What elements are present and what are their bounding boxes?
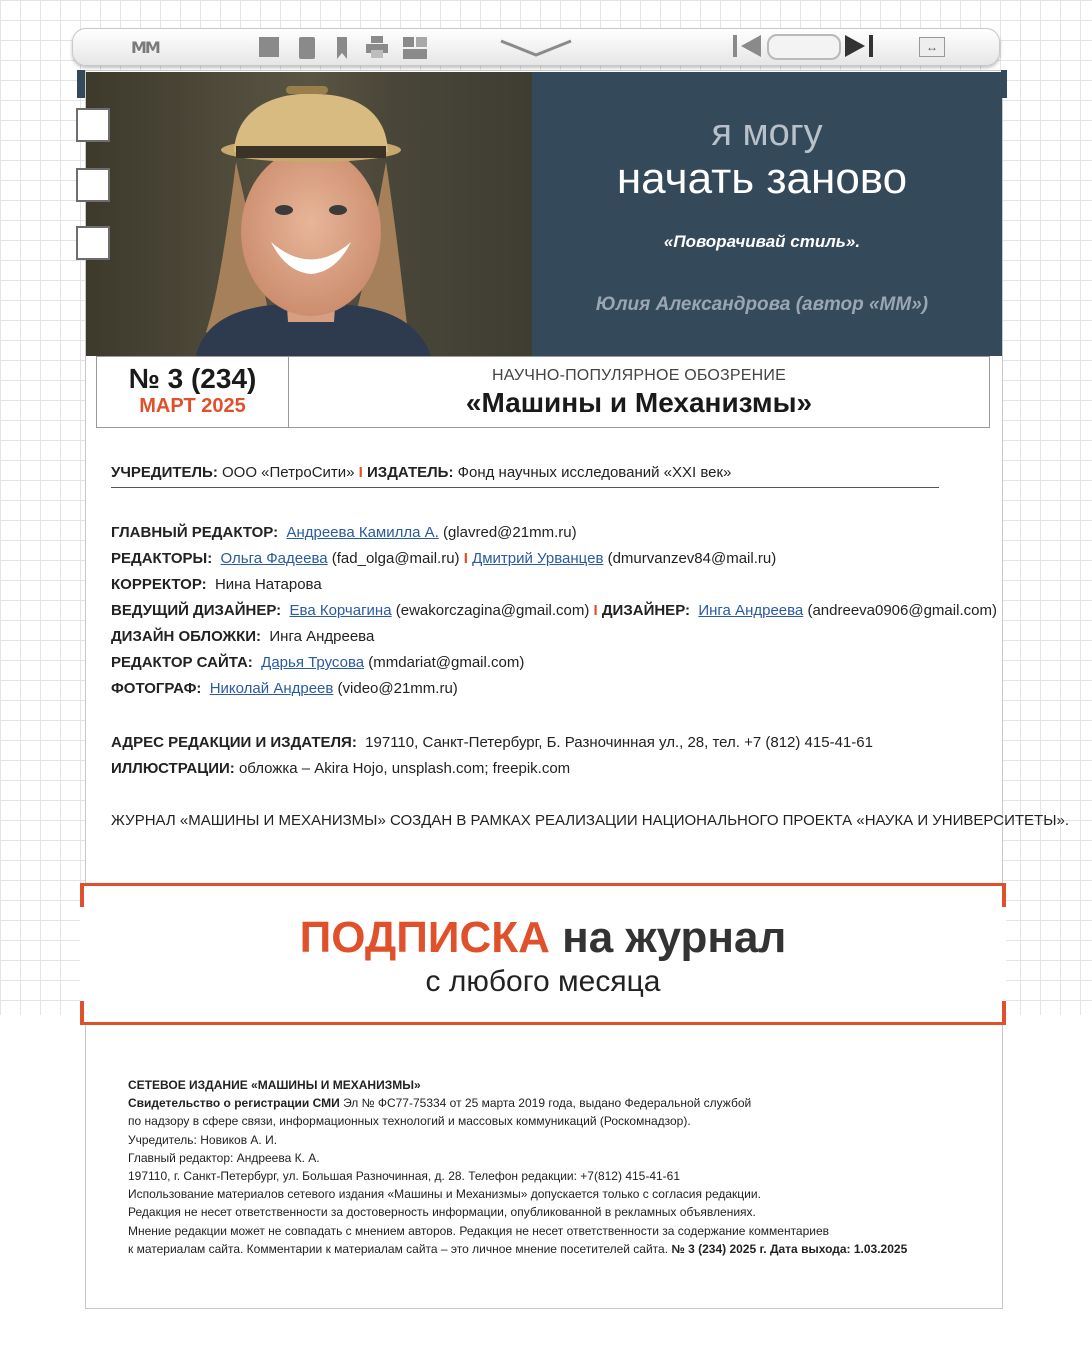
issue-release-date: № 3 (234) 2025 г. Дата выхода: 1.03.2025 xyxy=(668,1241,908,1256)
quote-line1: я могу xyxy=(711,112,823,154)
side-tab[interactable] xyxy=(76,108,110,142)
corrector-line xyxy=(111,576,322,593)
expand-icon[interactable]: ↔ xyxy=(919,37,945,57)
author-photo xyxy=(86,72,532,356)
quote-subtitle: «Поворачивай стиль». xyxy=(663,232,861,251)
separator: I xyxy=(463,550,468,567)
legal-title: СЕТЕВОЕ ИЗДАНИЕ «МАШИНЫ И МЕХАНИЗМЫ» xyxy=(128,1078,421,1092)
illus-value: обложка – Akira Hojo, unsplash.com; freepik.com xyxy=(238,760,571,777)
site-label: РЕДАКТОР САЙТА: xyxy=(111,654,253,671)
lead-designer-link[interactable]: Ева Корчагина xyxy=(289,602,392,619)
designer-email: (andreeva0906@gmail.com) xyxy=(807,602,997,619)
corrector-name: Нина Натарова xyxy=(214,576,322,593)
magazine-title: «Машины и Механизмы» xyxy=(465,387,813,418)
designer-label: ДИЗАЙНЕР: xyxy=(601,602,690,619)
founder-value: ООО «ПетроСити» xyxy=(222,464,355,481)
magazine-kicker: НАУЧНО-ПОПУЛЯРНОЕ ОБОЗРЕНИЕ xyxy=(492,367,786,384)
subscription-banner[interactable] xyxy=(80,883,1006,1025)
project-note: ЖУРНАЛ «МАШИНЫ И МЕХАНИЗМЫ» СОЗДАН В РАМКАХ РЕАЛИЗАЦИИ НАЦИОНАЛЬНОГО ПРОЕКТА «НАУКА И УНИВЕРСИТЕТЫ». xyxy=(111,812,1069,829)
site-editor-link[interactable]: Дарья Трусова xyxy=(261,654,365,671)
banner-corner xyxy=(80,1001,84,1025)
print-icon[interactable] xyxy=(365,35,389,64)
banner-corner xyxy=(80,883,84,907)
subscription-headline xyxy=(80,913,1006,963)
legal-line: Учредитель: Новиков А. И. xyxy=(128,1132,278,1147)
cover-label: ДИЗАЙН ОБЛОЖКИ: xyxy=(111,628,262,645)
chief-name-link[interactable]: Андреева Камилла А. xyxy=(286,524,439,541)
issue-bar xyxy=(96,356,990,428)
legal-line: по надзору в сфере связи, информационных технологий и массовых коммуникаций (Роскомнадзор). xyxy=(128,1114,691,1129)
subscription-subline: с любого месяца xyxy=(425,965,661,998)
cover-design-line xyxy=(111,628,374,645)
legal-line: Главный редактор: Андреева К. А. xyxy=(128,1150,320,1165)
banner-border-top xyxy=(80,883,1006,886)
side-tab[interactable] xyxy=(76,168,110,202)
editor1-email: (fad_olga@mail.ru) xyxy=(331,550,460,567)
corrector-label: КОРРЕКТОР: xyxy=(111,576,207,593)
designers-line xyxy=(111,602,997,619)
photographer-link[interactable]: Николай Андреев xyxy=(209,680,334,697)
chief-editor-line xyxy=(111,524,577,541)
layout-icon[interactable] xyxy=(403,37,427,64)
chevron-down-icon[interactable] xyxy=(499,39,573,62)
publisher-label: ИЗДАТЕЛЬ: xyxy=(367,464,454,481)
chief-email: (glavred@21mm.ru) xyxy=(442,524,577,541)
photo-label: ФОТОГРАФ: xyxy=(111,680,202,697)
issue-info xyxy=(97,357,289,427)
banner-corner xyxy=(1002,1001,1006,1025)
address-label: АДРЕС РЕДАКЦИИ И ИЗДАТЕЛЯ: xyxy=(111,734,357,751)
grid-view-icon[interactable] xyxy=(259,37,279,57)
editor2-email: (dmurvanzev84@mail.ru) xyxy=(607,550,777,567)
first-page-icon[interactable] xyxy=(731,33,765,65)
legal-line: 197110, г. Санкт-Петербург, ул. Большая Разночинная, д. 28. Телефон редакции: +7(812) 415-41-61 xyxy=(128,1169,681,1184)
editors-line xyxy=(111,550,776,567)
address-line xyxy=(111,734,873,751)
illus-label: ИЛЛЮСТРАЦИИ: xyxy=(111,760,235,777)
viewer-toolbar xyxy=(72,28,1000,66)
editor1-link[interactable]: Ольга Фадеева xyxy=(220,550,328,567)
legal-line: Использование материалов сетевого издания «Машины и Механизмы» допускается только с согласия редакции. xyxy=(128,1187,761,1202)
issue-number: № 3 (234) xyxy=(128,363,257,394)
separator: I xyxy=(593,602,598,619)
lead-designer-label: ВЕДУЩИЙ ДИЗАЙНЕР: xyxy=(111,602,282,619)
hero-banner xyxy=(86,72,1002,356)
legal-line: к материалам сайта. Комментарии к материалам сайта – это личное мнение посетителей сайта. xyxy=(128,1241,669,1256)
subscription-rest: на журнал xyxy=(562,913,787,962)
bookmark-icon[interactable] xyxy=(335,37,349,64)
editor2-link[interactable]: Дмитрий Урванцев xyxy=(472,550,604,567)
registration-text: Эл № ФС77-75334 от 25 марта 2019 года, выдано Федеральной службой xyxy=(339,1096,752,1111)
lead-designer-email: (ewakorczagina@gmail.com) xyxy=(395,602,590,619)
chief-label: ГЛАВНЫЙ РЕДАКТОР: xyxy=(111,524,279,541)
last-page-icon[interactable] xyxy=(843,33,877,65)
page-icon[interactable] xyxy=(299,37,315,59)
divider xyxy=(111,487,939,488)
founder-label: УЧРЕДИТЕЛЬ: xyxy=(111,464,218,481)
cover-name: Инга Андреева xyxy=(269,628,375,645)
banner-border-bottom xyxy=(80,1022,1006,1025)
mm-logo-icon[interactable]: MM xyxy=(131,38,159,57)
quote-line2: начать заново xyxy=(616,154,908,203)
side-tab[interactable] xyxy=(76,226,110,260)
registration-label: Свидетельство о регистрации СМИ xyxy=(128,1096,340,1111)
address-value: 197110, Санкт-Петербург, Б. Разночинная ул., 28, тел. +7 (812) 415-41-61 xyxy=(365,734,873,751)
illustrations-line xyxy=(111,760,570,777)
site-editor-line xyxy=(111,654,524,671)
photo-email: (video@21mm.ru) xyxy=(337,680,458,697)
page-edge-strip xyxy=(77,70,85,98)
quote-panel xyxy=(532,72,1002,356)
legal-line: Редакция не несет ответственности за достоверность информации, опубликованной в рекламных объявлениях. xyxy=(128,1205,756,1220)
legal-line: Мнение редакции может не совпадать с мнением авторов. Редакция не несет ответственности за содержание комментариев xyxy=(128,1223,830,1238)
magazine-title-block xyxy=(289,357,989,427)
founder-line xyxy=(111,464,731,481)
legal-info xyxy=(128,1076,908,1258)
issue-date: МАРТ 2025 xyxy=(139,395,246,417)
separator: I xyxy=(358,464,363,481)
editors-label: РЕДАКТОРЫ: xyxy=(111,550,213,567)
page-slider[interactable] xyxy=(767,34,841,60)
site-email: (mmdariat@gmail.com) xyxy=(368,654,525,671)
subscription-word: ПОДПИСКА xyxy=(299,913,550,962)
designer-link[interactable]: Инга Андреева xyxy=(698,602,804,619)
publisher-value: Фонд научных исследований «XXI век» xyxy=(457,464,732,481)
banner-corner xyxy=(1002,883,1006,907)
quote-author: Юлия Александрова (автор «ММ») xyxy=(595,294,929,315)
photographer-line xyxy=(111,680,458,697)
